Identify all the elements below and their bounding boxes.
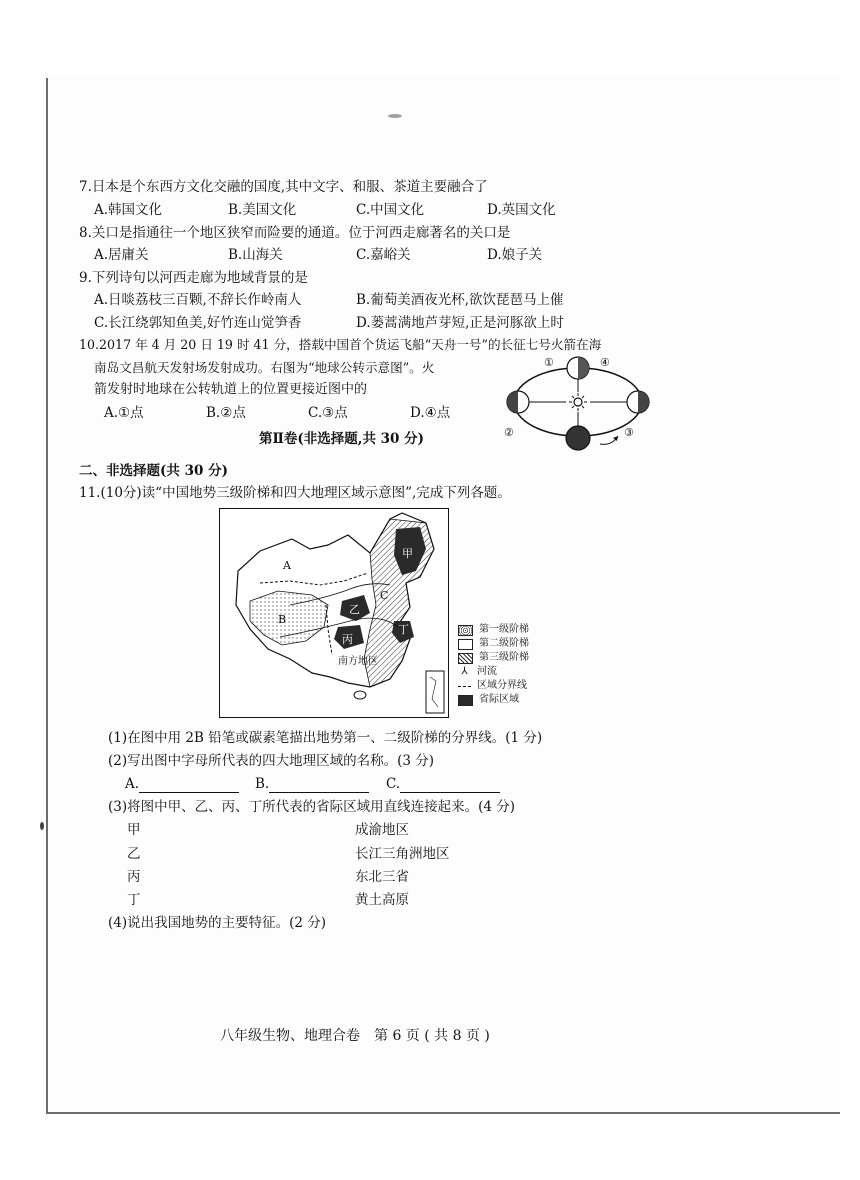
china-map-svg bbox=[220, 509, 448, 717]
map-label-south: 南方地区 bbox=[338, 656, 378, 667]
q7-option-a: A.韩国文化 bbox=[94, 202, 163, 218]
q10-stem-line1: 10.2017 年 4 月 20 日 19 时 41 分，搭载中国首个货运飞船“天舟一号”的长征七号火箭在海 bbox=[79, 337, 602, 352]
q8-option-a: A.居庸关 bbox=[94, 247, 149, 263]
map-label-ding: 丁 bbox=[398, 623, 409, 636]
answer-blank-b[interactable] bbox=[269, 778, 369, 793]
legend-boundary bbox=[458, 679, 529, 693]
orbit-label-3: ③ bbox=[624, 426, 634, 439]
q7-option-c: C.中国文化 bbox=[356, 202, 425, 218]
dark-swatch-icon bbox=[458, 695, 473, 706]
match-left-jia: 甲 bbox=[127, 822, 141, 838]
q8-option-c: C.嘉峪关 bbox=[356, 247, 411, 263]
q10-option-b: B.②点 bbox=[206, 405, 246, 421]
legend-label: 河流 bbox=[477, 666, 497, 677]
map-label-bing: 丙 bbox=[342, 633, 353, 646]
legend-third-step bbox=[458, 651, 529, 665]
q10-option-a: A.①点 bbox=[104, 405, 144, 421]
earth-orbit-diagram bbox=[500, 352, 660, 452]
volume-title: 第Ⅱ卷(非选择题,共 30 分) bbox=[259, 431, 425, 447]
q10-stem-line3: 箭发射时地球在公转轨道上的位置更接近图中的 bbox=[94, 382, 368, 397]
q10-option-c: C.③点 bbox=[308, 405, 348, 421]
q11-sub3: (3)将图中甲、乙、丙、丁所代表的省际区域用直线连接起来。(4 分) bbox=[108, 799, 516, 815]
legend-label: 第一级阶梯 bbox=[479, 624, 529, 635]
q7-option-b: B.美国文化 bbox=[228, 202, 297, 218]
legend-second-step bbox=[458, 637, 529, 651]
q11-sub1: (1)在图中用 2B 铅笔或碳素笔描出地势第一、二级阶梯的分界线。(1 分) bbox=[108, 730, 543, 746]
blank-swatch-icon bbox=[458, 639, 473, 650]
blank-label-c: C. bbox=[386, 776, 401, 792]
q9-option-a: A.日啖荔枝三百颗,不辞长作岭南人 bbox=[94, 292, 302, 308]
q9-option-d: D.蒌蒿满地芦芽短,正是河豚欲上时 bbox=[356, 315, 564, 331]
orbit-label-2: ② bbox=[504, 426, 514, 439]
q10-option-d: D.④点 bbox=[410, 405, 451, 421]
q10-stem-line2: 南岛文昌航天发射场发射成功。右图为“地球公转示意图”。火 bbox=[94, 360, 435, 375]
map-label-c: C bbox=[380, 589, 389, 602]
hainan-island bbox=[354, 691, 366, 699]
dashed-line-icon bbox=[458, 686, 471, 687]
legend-label: 第二级阶梯 bbox=[479, 638, 529, 649]
q7-option-d: D.英国文化 bbox=[487, 202, 556, 218]
map-legend bbox=[458, 623, 529, 707]
match-left-ding: 丁 bbox=[127, 892, 141, 908]
q9-option-c: C.长江绕郭知鱼美,好竹连山觉笋香 bbox=[94, 315, 302, 331]
earth-right bbox=[627, 391, 649, 413]
earth-top bbox=[567, 357, 589, 379]
legend-label: 区域分界线 bbox=[477, 680, 527, 691]
page-footer: 八年级生物、地理合卷 第 6 页 ( 共 8 页 ) bbox=[220, 1028, 490, 1044]
answer-blank-a[interactable] bbox=[139, 778, 239, 793]
match-right-1: 成渝地区 bbox=[355, 822, 409, 838]
q11-sub4: (4)说出我国地势的主要特征。(2 分) bbox=[108, 915, 327, 931]
section-title: 二、非选择题(共 30 分) bbox=[79, 463, 228, 479]
map-label-b: B bbox=[278, 613, 287, 626]
legend-river bbox=[458, 665, 529, 679]
q11-blank-a-row bbox=[125, 775, 239, 793]
match-left-bing: 丙 bbox=[127, 869, 141, 885]
q11-blank-b-row bbox=[255, 775, 369, 793]
q7-stem: 7.日本是个东西方文化交融的国度,其中文字、和服、茶道主要融合了 bbox=[79, 179, 488, 195]
scan-speck bbox=[40, 822, 44, 830]
orbit-label-4: ④ bbox=[600, 356, 610, 369]
earth-bottom bbox=[566, 426, 590, 450]
china-terrain-map bbox=[219, 508, 449, 718]
earth-left bbox=[507, 391, 529, 413]
south-sea-inset bbox=[426, 671, 444, 713]
map-label-a: A bbox=[283, 559, 291, 572]
map-label-yi: 乙 bbox=[349, 603, 360, 616]
q11-blank-c-row bbox=[386, 775, 500, 793]
q8-option-b: B.山海关 bbox=[228, 247, 283, 263]
q11-sub2: (2)写出图中字母所代表的四大地理区域的名称。(3 分) bbox=[108, 753, 435, 769]
scan-speck bbox=[388, 114, 402, 118]
q8-option-d: D.娘子关 bbox=[487, 247, 543, 263]
legend-first-step bbox=[458, 623, 529, 637]
earth-orbit-svg bbox=[500, 352, 660, 452]
match-left-yi: 乙 bbox=[127, 846, 141, 862]
answer-blank-c[interactable] bbox=[400, 778, 500, 793]
q8-stem: 8.关口是指通往一个地区狭窄而险要的通道。位于河西走廊著名的关口是 bbox=[79, 225, 511, 241]
hatched-swatch-icon bbox=[458, 653, 473, 664]
dotted-swatch-icon bbox=[458, 625, 473, 636]
match-right-2: 长江三角洲地区 bbox=[355, 846, 450, 862]
match-right-4: 黄土高原 bbox=[355, 892, 409, 908]
q9-option-b: B.葡萄美酒夜光杯,欲饮琵琶马上催 bbox=[356, 292, 564, 308]
blank-label-b: B. bbox=[255, 776, 270, 792]
blank-label-a: A. bbox=[125, 776, 140, 792]
legend-provincial bbox=[458, 693, 529, 707]
legend-label: 第三级阶梯 bbox=[479, 652, 529, 663]
river-symbol-icon: ⅄ bbox=[461, 666, 468, 677]
match-right-3: 东北三省 bbox=[355, 869, 409, 885]
q11-stem: 11.(10分)读“中国地势三级阶梯和四大地理区域示意图”,完成下列各题。 bbox=[79, 485, 511, 501]
map-label-jia: 甲 bbox=[402, 547, 413, 560]
sun-icon bbox=[569, 393, 587, 411]
orbit-label-1: ① bbox=[544, 356, 554, 369]
legend-label: 省际区域 bbox=[479, 694, 519, 705]
q9-stem: 9.下列诗句以河西走廊为地域背景的是 bbox=[79, 270, 308, 286]
